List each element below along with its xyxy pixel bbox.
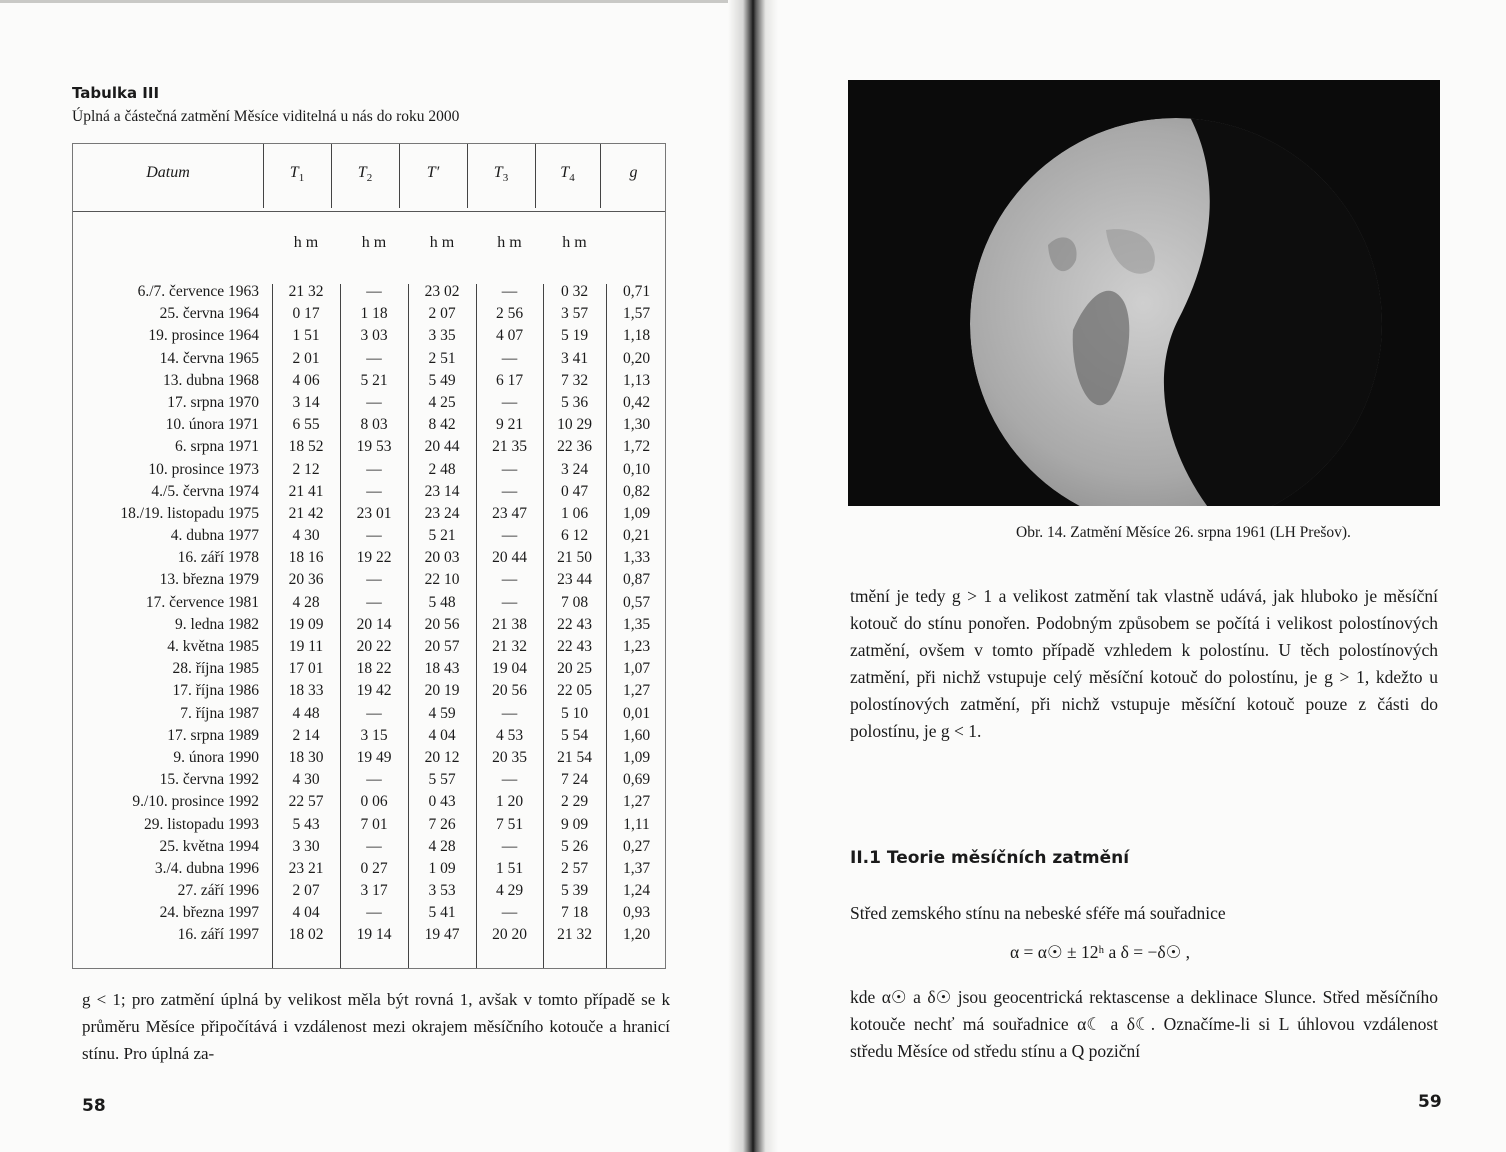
table-row	[73, 436, 665, 458]
value-cell: —	[501, 593, 518, 611]
date-cell: 10. prosince 1973	[148, 460, 259, 478]
value-cell: 4 30	[292, 527, 320, 545]
table-row	[73, 569, 665, 591]
value-cell: 2 14	[292, 726, 320, 744]
value-cell: 20 19	[424, 682, 460, 700]
value-cell: 7 24	[560, 771, 589, 789]
photo-caption: Obr. 14. Zatmění Měsíce 26. srpna 1961 (LH Prešov).	[1016, 524, 1351, 541]
value-cell: 0,10	[622, 460, 651, 478]
value-cell: 19 11	[288, 638, 324, 655]
value-cell: 0 27	[360, 859, 388, 877]
value-cell: 20 22	[356, 638, 392, 655]
value-cell: 20 56	[492, 682, 527, 700]
value-cell: 1,20	[622, 926, 651, 944]
value-cell: 0,42	[622, 393, 651, 411]
date-cell: 25. května 1994	[159, 837, 259, 855]
value-cell: 5 54	[560, 726, 589, 744]
date-cell: 29. listopadu 1993	[144, 815, 259, 833]
date-cell: 24. března 1997	[159, 904, 259, 922]
value-cell: 4 29	[495, 882, 524, 900]
value-cell: 5 10	[560, 704, 589, 722]
value-cell: 19 14	[356, 926, 392, 944]
value-cell: 4 48	[292, 704, 320, 722]
value-cell: 3 14	[292, 393, 320, 411]
value-cell: 1 51	[495, 859, 524, 877]
value-cell: 1 09	[428, 859, 456, 877]
value-cell: —	[366, 704, 382, 722]
value-cell: 21 54	[557, 748, 592, 766]
date-cell: 10. února 1971	[165, 416, 259, 434]
value-cell: 5 39	[560, 882, 589, 900]
value-cell: 21 32	[492, 638, 527, 655]
value-cell: 1,09	[622, 748, 651, 766]
header-divider	[263, 144, 264, 208]
value-cell: 2 29	[560, 793, 589, 811]
header-g: g	[629, 164, 638, 181]
value-cell: 0,87	[622, 571, 651, 589]
unit-t4: h m	[562, 234, 587, 251]
value-cell: 20 44	[492, 549, 527, 567]
value-cell: 19 42	[356, 682, 392, 700]
eclipse-table	[72, 143, 666, 969]
value-cell: —	[366, 283, 382, 300]
value-cell: 7 32	[560, 371, 589, 389]
value-cell: 2 57	[560, 859, 589, 877]
value-cell: 1 18	[360, 305, 388, 323]
value-cell: 5 57	[428, 771, 456, 789]
unit-t-prime: h m	[429, 234, 455, 251]
header-separator	[73, 211, 665, 212]
page-number-right: 59	[1418, 1092, 1442, 1112]
value-cell: —	[366, 527, 382, 545]
lunar-eclipse-photo	[848, 80, 1440, 506]
value-cell: 3 53	[428, 882, 456, 900]
header-t3: $T_3$	[493, 164, 509, 185]
value-cell: 6 17	[495, 371, 524, 389]
value-cell: 7 18	[560, 904, 589, 922]
date-cell: 14. června 1965	[159, 349, 259, 367]
table-row	[73, 902, 665, 924]
value-cell: 21 38	[492, 615, 527, 633]
unit-t2: h m	[361, 234, 387, 251]
value-cell: 5 21	[360, 371, 388, 389]
value-cell: 21 32	[557, 926, 592, 944]
value-cell: 0 32	[560, 283, 589, 300]
table-row	[73, 459, 665, 481]
value-cell: 5 49	[428, 371, 456, 389]
value-cell: 1,37	[622, 859, 651, 877]
table-row	[73, 592, 665, 614]
value-cell: 4 53	[495, 726, 524, 744]
value-cell: 1,23	[622, 638, 651, 655]
shadow-center-formula: α = α☉ ± 12ʰ a δ = −δ☉ ,	[1010, 942, 1191, 962]
table-row	[73, 614, 665, 636]
header-divider	[331, 144, 332, 208]
date-cell: 16. září 1978	[177, 549, 259, 567]
value-cell: 7 51	[495, 815, 524, 833]
table-row	[73, 392, 665, 414]
value-cell: 22 10	[424, 571, 460, 589]
value-cell: 21 41	[288, 482, 324, 500]
date-cell: 19. prosince 1964	[148, 327, 259, 345]
value-cell: 18 30	[288, 748, 324, 766]
value-cell: 20 56	[424, 615, 460, 633]
value-cell: 22 43	[557, 638, 592, 655]
value-cell: 1,11	[623, 815, 650, 833]
value-cell: —	[501, 904, 518, 922]
page-number-left: 58	[82, 1096, 106, 1116]
value-cell: —	[501, 283, 518, 300]
value-cell: 0 06	[360, 793, 388, 811]
date-cell: 4./5. června 1974	[151, 482, 259, 500]
value-cell: 22 43	[557, 615, 592, 633]
value-cell: 8 03	[360, 416, 388, 434]
header-t4: $T_4$	[560, 164, 575, 185]
table-row	[73, 814, 665, 836]
table-row	[73, 547, 665, 569]
value-cell: 20 44	[424, 438, 460, 456]
value-cell: 1,60	[622, 726, 651, 744]
value-cell: 0,57	[622, 593, 651, 611]
value-cell: 1 06	[560, 504, 589, 522]
value-cell: 20 57	[424, 638, 460, 655]
value-cell: —	[366, 393, 382, 411]
table-row	[73, 281, 665, 303]
value-cell: 20 36	[288, 571, 324, 589]
value-cell: 3 30	[292, 837, 320, 855]
date-cell: 6. srpna 1971	[175, 438, 259, 456]
value-cell: 1,72	[622, 438, 651, 456]
table-label: Tabulka III	[72, 84, 160, 102]
value-cell: —	[501, 771, 518, 789]
value-cell: 2 01	[292, 349, 320, 367]
value-cell: —	[501, 527, 518, 545]
header-t1: $T_1$	[289, 164, 305, 185]
value-cell: 9 21	[495, 416, 524, 434]
value-cell: 22 36	[557, 438, 592, 456]
table-row	[73, 481, 665, 503]
table-row	[73, 414, 665, 436]
value-cell: 20 25	[557, 660, 592, 678]
value-cell: 1,18	[622, 327, 651, 345]
header-divider	[399, 144, 400, 208]
value-cell: —	[501, 460, 518, 478]
table-row	[73, 924, 665, 946]
table-row	[73, 769, 665, 791]
value-cell: 0,01	[622, 704, 651, 722]
intro-line: Střed zemského stínu na nebeské sféře má souřadnice	[850, 903, 1226, 923]
value-cell: —	[501, 571, 518, 589]
value-cell: 5 19	[560, 327, 589, 345]
table-row	[73, 791, 665, 813]
date-cell: 17. srpna 1970	[167, 393, 259, 411]
value-cell: 0,27	[622, 837, 651, 855]
value-cell: 23 02	[424, 283, 460, 300]
value-cell: —	[366, 460, 382, 478]
value-cell: 4 28	[428, 837, 456, 855]
date-cell: 27. září 1996	[177, 882, 259, 900]
header-datum: Datum	[146, 164, 190, 181]
value-cell: 0,69	[622, 771, 651, 789]
table-row	[73, 503, 665, 525]
value-cell: 2 51	[428, 349, 456, 367]
value-cell: 0,82	[622, 482, 651, 500]
header-t-prime: T′	[426, 164, 440, 181]
table-row	[73, 858, 665, 880]
value-cell: 23 24	[424, 504, 460, 522]
unit-t3: h m	[497, 234, 522, 251]
table-row	[73, 370, 665, 392]
value-cell: —	[501, 393, 518, 411]
value-cell: 5 26	[560, 837, 589, 855]
value-cell: 0 17	[292, 305, 320, 323]
value-cell: 5 21	[428, 527, 456, 545]
value-cell: 7 08	[560, 593, 589, 611]
moon-image	[848, 80, 1440, 506]
value-cell: 5 41	[428, 904, 456, 922]
value-cell: 3 15	[360, 726, 388, 744]
value-cell: 3 17	[360, 882, 388, 900]
table-row	[73, 658, 665, 680]
value-cell: 19 09	[288, 615, 324, 633]
value-cell: 2 07	[292, 882, 320, 900]
date-cell: 18./19. listopadu 1975	[120, 504, 259, 522]
value-cell: —	[501, 704, 518, 722]
value-cell: 2 56	[495, 305, 524, 323]
value-cell: 1 20	[495, 793, 524, 811]
value-cell: 2 12	[292, 460, 320, 478]
date-cell: 28. října 1985	[172, 660, 259, 678]
date-cell: 25. června 1964	[159, 305, 259, 323]
date-cell: 4. dubna 1977	[170, 527, 259, 545]
value-cell: 4 04	[292, 904, 320, 922]
date-cell: 6./7. července 1963	[137, 283, 259, 300]
table-row	[73, 747, 665, 769]
page-top-edge	[0, 0, 728, 3]
value-cell: 20 14	[356, 615, 392, 633]
value-cell: 4 28	[292, 593, 320, 611]
value-cell: 6 12	[560, 527, 589, 545]
value-cell: 17 01	[288, 660, 324, 678]
value-cell: 22 57	[288, 793, 324, 811]
date-cell: 17. října 1986	[172, 682, 259, 700]
value-cell: 4 06	[292, 371, 320, 389]
right-body-text: tmění je tedy g > 1 a velikost zatmění tak vlastně udává, jak hluboko je měsíční kotouč do stínu ponořen. Podobným způsobem se počítá i velikost polostínových zatmění, ovšem v tomto případě vzhledem k polostínu. U těch polostínových zatmění, při nichž vstupuje celý měsíční kotouč do polostínu, je g > 1, kdežto u polostínových zatmění, při nichž vstupuje měsíční kotouč pouze z části do polostínu, je g < 1.	[850, 586, 1438, 741]
date-cell: 9. ledna 1982	[175, 615, 259, 633]
date-cell: 7. října 1987	[180, 704, 259, 722]
value-cell: 23 21	[288, 859, 324, 877]
table-row	[73, 303, 665, 325]
value-cell: —	[366, 593, 382, 611]
table-row	[73, 525, 665, 547]
book-gutter	[728, 0, 778, 1152]
value-cell: 18 52	[288, 438, 324, 456]
value-cell: 1,30	[622, 416, 651, 434]
value-cell: 21 42	[288, 504, 324, 522]
value-cell: 1,33	[622, 549, 651, 567]
value-cell: 3 41	[560, 349, 589, 367]
value-cell: 4 04	[428, 726, 456, 744]
table-caption: Úplná a částečná zatmění Měsíce viditelná u nás do roku 2000	[72, 108, 460, 125]
value-cell: 4 07	[495, 327, 524, 345]
value-cell: 7 26	[428, 815, 456, 833]
value-cell: 6 55	[292, 416, 320, 434]
date-cell: 13. března 1979	[159, 571, 259, 589]
value-cell: —	[366, 571, 382, 589]
value-cell: 18 16	[288, 549, 324, 567]
value-cell: 20 03	[424, 549, 460, 567]
value-cell: 21 50	[557, 549, 592, 567]
value-cell: 1,09	[622, 504, 651, 522]
value-cell: 3 57	[560, 305, 589, 323]
value-cell: 19 47	[424, 926, 460, 944]
value-cell: 18 02	[288, 926, 324, 944]
value-cell: 18 22	[356, 660, 392, 678]
value-cell: 0,21	[622, 527, 651, 545]
value-cell: 10 29	[557, 416, 592, 434]
value-cell: 1,13	[622, 371, 651, 389]
value-cell: —	[501, 349, 518, 367]
value-cell: 20 35	[492, 748, 527, 766]
header-divider	[467, 144, 468, 208]
value-cell: 19 22	[356, 549, 392, 567]
value-cell: 5 48	[428, 593, 456, 611]
value-cell: 23 47	[492, 504, 527, 522]
header-divider	[600, 144, 601, 208]
left-body-text: g < 1; pro zatmění úplná by velikost měla být rovná 1, avšak v tomto případě se k průměru Měsíce připočítává i vzdálenost mezi okrajem měsíčního kotouče a hranicí stínu. Pro úplná za-	[82, 990, 670, 1063]
value-cell: —	[366, 349, 382, 367]
value-cell: 0 47	[560, 482, 589, 500]
value-cell: 7 01	[360, 815, 388, 833]
date-cell: 17. srpna 1989	[167, 726, 259, 744]
table-body	[73, 281, 665, 947]
date-cell: 4. května 1985	[167, 638, 259, 655]
table-row	[73, 636, 665, 658]
value-cell: 0,20	[622, 349, 651, 367]
table-row	[73, 325, 665, 347]
date-cell: 13. dubna 1968	[162, 371, 259, 389]
value-cell: 3 03	[360, 327, 388, 345]
value-cell: 4 30	[292, 771, 320, 789]
value-cell: 0,93	[622, 904, 651, 922]
value-cell: 23 44	[557, 571, 592, 589]
date-cell: 9./10. prosince 1992	[132, 793, 259, 811]
value-cell: 23 01	[356, 504, 392, 522]
value-cell: 0 43	[428, 793, 456, 811]
section-heading: II.1 Teorie měsíčních zatmění	[850, 848, 1130, 868]
value-cell: 1 51	[292, 327, 320, 345]
table-row	[73, 348, 665, 370]
value-cell: 19 53	[356, 438, 392, 456]
value-cell: 1,27	[622, 682, 651, 700]
header-t2: $T_2$	[357, 164, 373, 185]
value-cell: —	[366, 482, 382, 500]
value-cell: 2 07	[428, 305, 456, 323]
table-row	[73, 725, 665, 747]
value-cell: 20 20	[492, 926, 527, 944]
value-cell: 22 05	[557, 682, 592, 700]
value-cell: 23 14	[424, 482, 460, 500]
value-cell: 2 48	[428, 460, 456, 478]
unit-t1: h m	[293, 234, 319, 251]
value-cell: —	[501, 837, 518, 855]
value-cell: 4 59	[428, 704, 456, 722]
value-cell: 1,57	[622, 305, 651, 323]
value-cell: 3 24	[560, 460, 589, 478]
value-cell: 1,27	[622, 793, 651, 811]
value-cell: 1,35	[622, 615, 651, 633]
value-cell: 0,71	[622, 283, 651, 300]
value-cell: 5 36	[560, 393, 589, 411]
value-cell: 5 43	[292, 815, 320, 833]
value-cell: 19 49	[356, 748, 392, 766]
value-cell: —	[366, 837, 382, 855]
value-cell: 8 42	[428, 416, 456, 434]
date-cell: 9. února 1990	[173, 748, 259, 766]
value-cell: 21 35	[492, 438, 527, 456]
value-cell: —	[501, 482, 518, 500]
table-row	[73, 836, 665, 858]
value-cell: 19 04	[492, 660, 527, 678]
value-cell: —	[366, 771, 382, 789]
value-cell: 9 09	[560, 815, 589, 833]
date-cell: 15. června 1992	[159, 771, 259, 789]
value-cell: 1,07	[622, 660, 651, 678]
value-cell: 3 35	[428, 327, 456, 345]
value-cell: 1,24	[622, 882, 651, 900]
value-cell: —	[366, 904, 382, 922]
value-cell: 18 43	[424, 660, 460, 678]
date-cell: 16. září 1997	[177, 926, 259, 944]
formula-explanation: kde α☉ a δ☉ jsou geocentrická rektascense a deklinace Slunce. Střed měsíčního kotouče nechť má souřadnice α☾ a δ☾. Označíme-li si L úhlovou vzdálenost středu Měsíce od středu stínu a Q poziční	[850, 987, 1438, 1061]
table-row	[73, 680, 665, 702]
table-row	[73, 880, 665, 902]
date-cell: 3./4. dubna 1996	[154, 859, 259, 877]
table-row	[73, 703, 665, 725]
value-cell: 21 32	[288, 283, 324, 300]
value-cell: 20 12	[424, 748, 460, 766]
value-cell: 4 25	[428, 393, 456, 411]
value-cell: 18 33	[288, 682, 324, 700]
header-divider	[535, 144, 536, 208]
date-cell: 17. července 1981	[145, 593, 259, 611]
